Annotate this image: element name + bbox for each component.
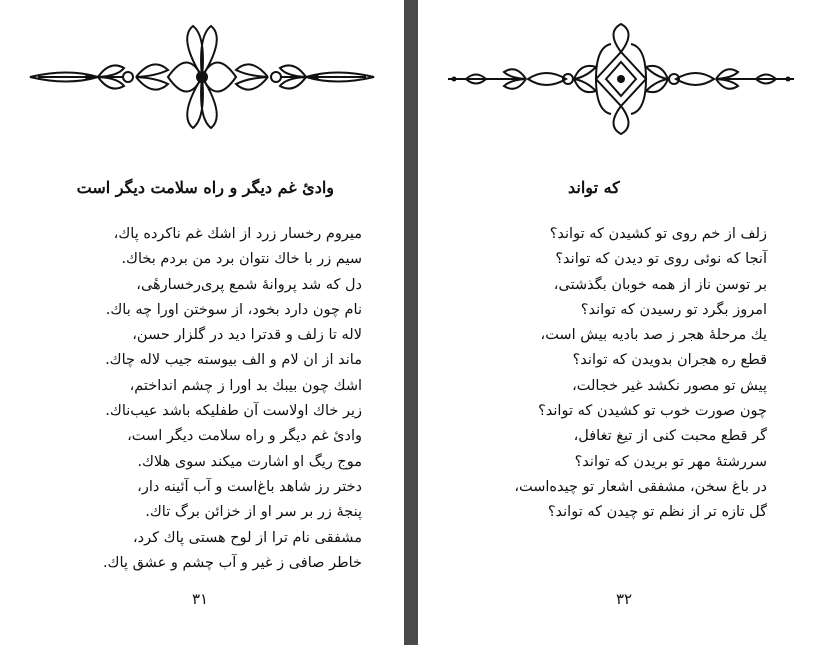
left-poem-line: دل كه شد پروانهٔ شمع پری‌رخسارهٔی، (136, 276, 362, 293)
left-poem-line: خاطر صافی ز غیر و آب چشم و عشق پاك. (102, 554, 362, 571)
right-poem-line: زلف از خم روی تو کشیدن که تواند؟ (549, 226, 767, 242)
right-poem-line: گر قطع محبت کنی از تیغ تغافل، (573, 428, 767, 445)
left-ornament (28, 18, 376, 136)
right-poem-line: امروز بگرد تو رسیدن که تواند؟ (580, 301, 767, 318)
left-poem-line: وادئ غم دیگر و راه سلامت دیگر است، (127, 428, 362, 445)
right-poem-line: سررشتهٔ مهر تو بریدن که تواند؟ (574, 453, 767, 470)
left-poem (103, 222, 362, 576)
right-poem (514, 222, 767, 526)
right-poem-line: بر توسن ناز از همه خوبان بگذشتی، (553, 276, 767, 293)
left-poem-line: موج ریگ او اشارت میکند سوی هلاك. (137, 453, 362, 470)
right-ornament (446, 22, 796, 136)
right-poem-line: آنجا که نوئی روی تو دیدن که تواند؟ (555, 251, 767, 268)
right-poem-line: چون صورت خوب تو کشیدن که تواند؟ (538, 403, 767, 420)
left-poem-line: دختر رز شاهد باغ‌است و آب آئینه دار، (137, 478, 362, 495)
left-page (0, 0, 404, 645)
left-poem-line: نام چون دارد بخود، از سوختن اورا چه باك. (105, 301, 362, 318)
right-poem-line: قطع ره هجران بدویدن که تواند؟ (572, 352, 767, 369)
left-poem-line: میروم رخسار زرد از اشك غم ناكرده پاك، (113, 226, 362, 242)
right-poem-line: یك مرحلهٔ هجر ز صد بادیه بیش است، (540, 327, 767, 344)
left-poem-title: وادئ غم دیگر و راه سلامت دیگر است (76, 178, 334, 197)
book-gutter (404, 0, 418, 645)
right-page-number: ۳۲ (615, 590, 633, 608)
left-page-number: ۳۱ (191, 590, 209, 608)
left-poem-line: مشفقی نام ترا از لوح هستی پاك كرد، (132, 529, 362, 546)
left-poem-line: زیر خاك اولاست آن طفلیكه باشد عیب‌ناك. (105, 403, 362, 420)
right-poem-title: كه تواند (568, 178, 620, 197)
right-poem-line: گل تازه تر از نظم تو چیدن که تواند؟ (547, 504, 767, 521)
left-poem-line: اشك چون بیبك بد اورا ز چشم انداختم، (129, 377, 362, 394)
right-page (418, 0, 827, 645)
right-poem-line: پیش تو مصور نکشد غیر خجالت، (572, 377, 767, 394)
left-poem-line: ماند از ان لام و الف بیوسته جیب لاله چاك. (105, 352, 362, 369)
left-poem-line: سیم زر با خاك نتوان برد من بردم بخاك. (121, 251, 362, 268)
right-poem-line: در باغ سخن، مشفقی اشعار تو چیده‌است، (514, 478, 767, 495)
left-poem-line: پنجهٔ زر بر سر او از خزائن برگ تاك. (145, 504, 362, 521)
left-poem-line: لاله تا زلف و قدترا دید در گلزار حسن، (132, 327, 362, 344)
